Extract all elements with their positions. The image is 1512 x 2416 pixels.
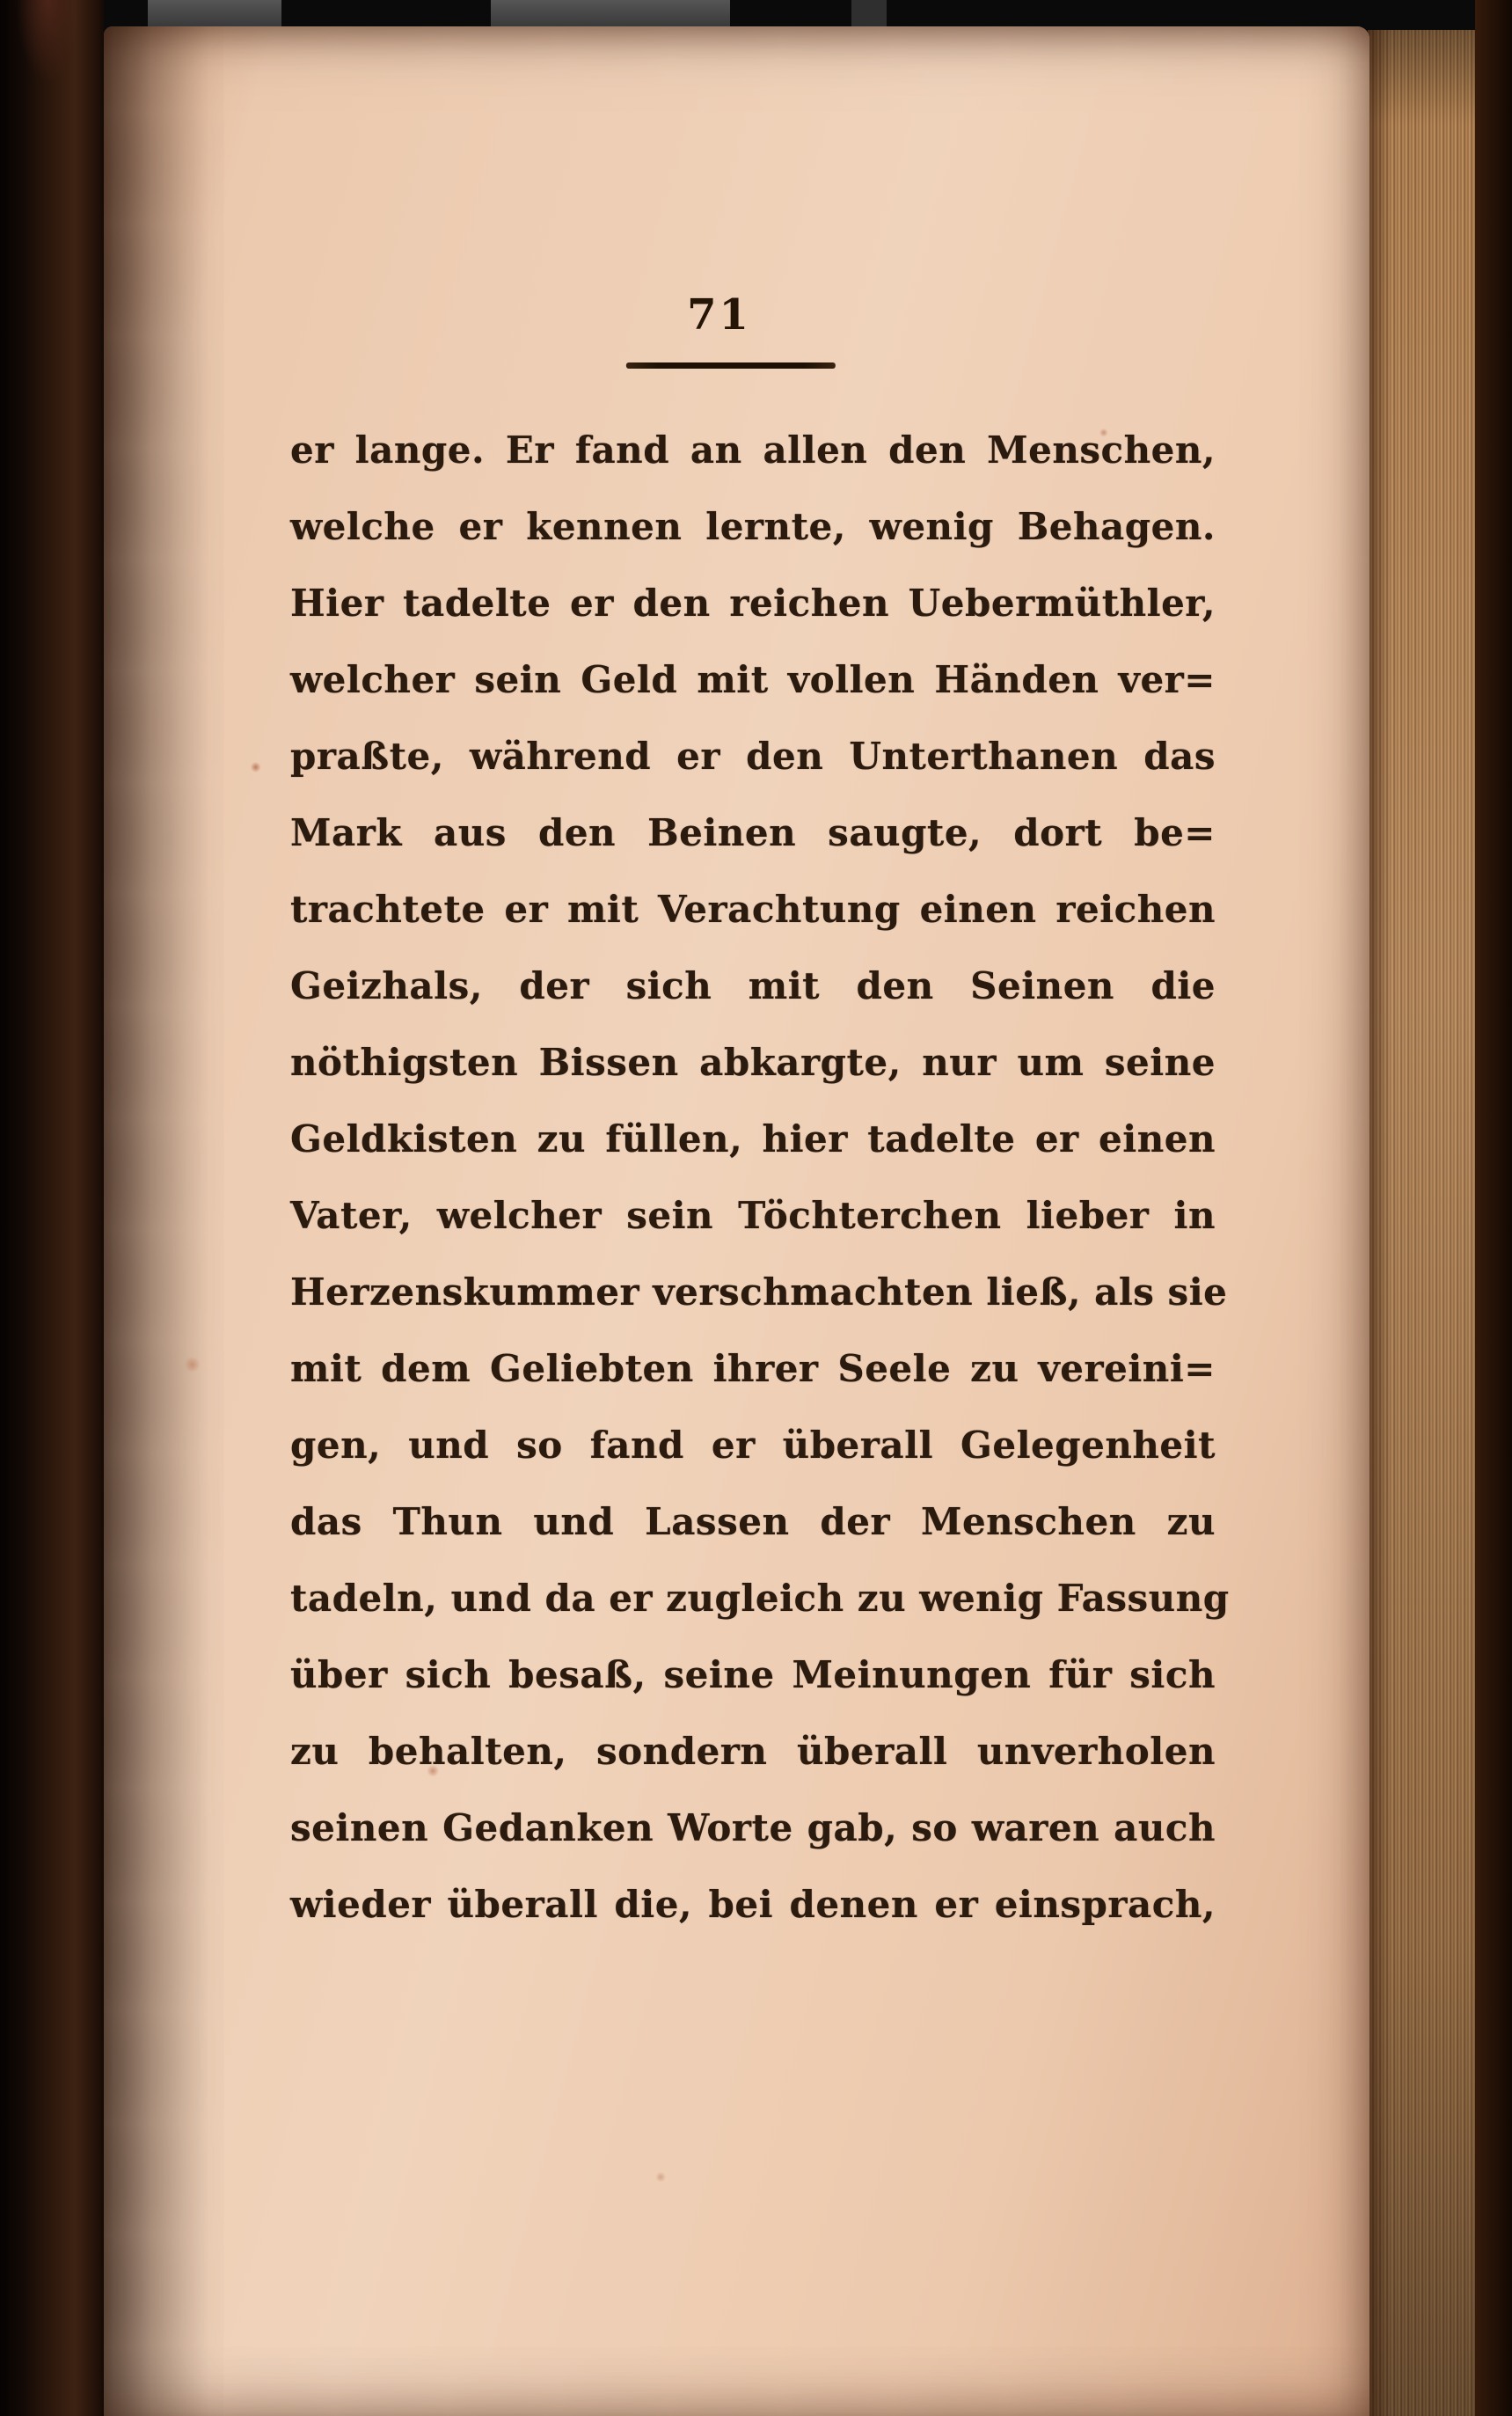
book-fore-edge-pages (1368, 30, 1475, 2416)
text-line: Mark aus den Beinen saugte, dort be= (290, 811, 1216, 854)
book-cover-left-edge (0, 0, 104, 2416)
text-line: welcher sein Geld mit vollen Händen ver= (290, 658, 1216, 701)
text-line: tadeln, und da er zugleich zu wenig Fassung (290, 1577, 1230, 1620)
text-line: Hier tadelte er den reichen Uebermüthler, (290, 582, 1216, 625)
text-line: gen, und so fand er überall Gelegenheit (290, 1424, 1216, 1467)
text-line: welche er kennen lernte, wenig Behagen. (290, 505, 1216, 548)
text-line: Geldkisten zu füllen, hier tadelte er einen (290, 1117, 1216, 1160)
background-object (148, 0, 281, 26)
text-line: trachtete er mit Verachtung einen reichen (290, 888, 1216, 931)
text-line: nöthigsten Bissen abkargte, nur um seine (290, 1041, 1216, 1084)
text-line: das Thun und Lassen der Menschen zu (290, 1500, 1216, 1543)
page-number: 71 (687, 290, 751, 340)
text-line: Vater, welcher sein Töchterchen lieber in (290, 1194, 1216, 1237)
text-line: Herzenskummer verschmachten ließ, als sie (290, 1270, 1228, 1314)
book-cover-right-edge (1475, 0, 1512, 2416)
page-text (290, 412, 1230, 1943)
text-line: seinen Gedanken Worte gab, so waren auch (290, 1806, 1216, 1849)
book-page (104, 26, 1370, 2416)
text-line: wieder überall die, bei denen er einsprach, (290, 1883, 1216, 1926)
text-line: mit dem Geliebten ihrer Seele zu vereini= (290, 1347, 1216, 1390)
page-number-rule (625, 362, 835, 369)
background-object (851, 0, 887, 26)
text-line: über sich besaß, seine Meinungen für sich (290, 1653, 1216, 1696)
text-line: praßte, während er den Unterthanen das (290, 735, 1216, 778)
text-line: zu behalten, sondern überall unverholen (290, 1730, 1216, 1773)
gutter-shadow (104, 26, 209, 2416)
background-object (491, 0, 730, 26)
text-line: er lange. Er fand an allen den Menschen, (290, 428, 1216, 472)
text-line: Geizhals, der sich mit den Seinen die (290, 964, 1216, 1007)
